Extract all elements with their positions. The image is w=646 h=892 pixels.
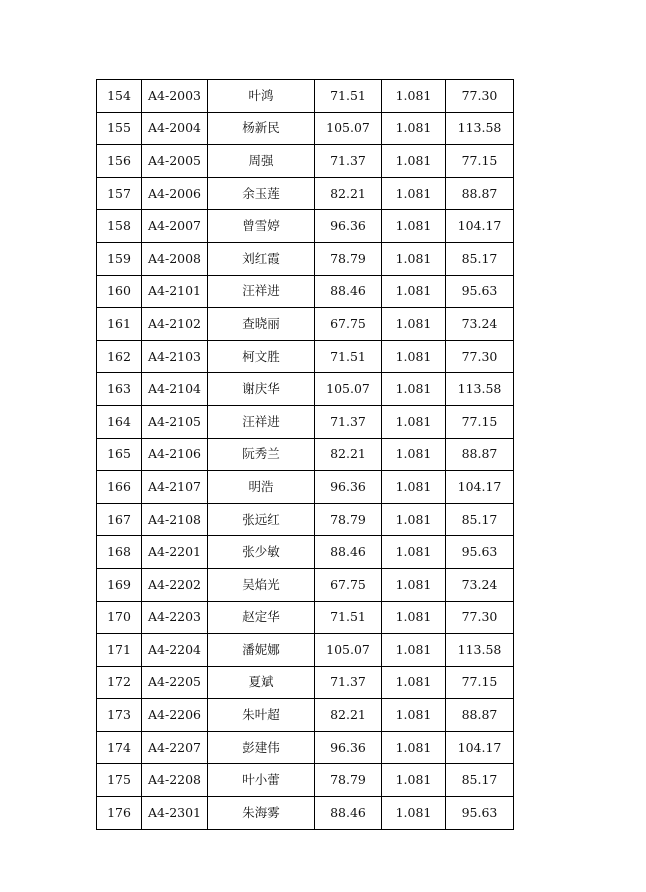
cell-coef: 1.081 <box>382 666 446 699</box>
cell-room: A4-2205 <box>142 666 208 699</box>
cell-name: 赵定华 <box>208 601 315 634</box>
cell-no: 162 <box>97 340 142 373</box>
cell-name: 张远红 <box>208 503 315 536</box>
table-row <box>97 210 514 243</box>
cell-area: 78.79 <box>315 242 382 275</box>
cell-total: 88.87 <box>446 177 514 210</box>
cell-coef: 1.081 <box>382 699 446 732</box>
cell-room: A4-2102 <box>142 308 208 341</box>
cell-no: 166 <box>97 471 142 504</box>
cell-total: 88.87 <box>446 438 514 471</box>
table-row <box>97 764 514 797</box>
cell-total: 85.17 <box>446 503 514 536</box>
cell-name: 柯文胜 <box>208 340 315 373</box>
cell-coef: 1.081 <box>382 634 446 667</box>
cell-room: A4-2207 <box>142 731 208 764</box>
cell-area: 88.46 <box>315 797 382 830</box>
cell-no: 157 <box>97 177 142 210</box>
cell-no: 161 <box>97 308 142 341</box>
cell-total: 113.58 <box>446 112 514 145</box>
cell-no: 154 <box>97 80 142 113</box>
table-row <box>97 601 514 634</box>
cell-name: 夏斌 <box>208 666 315 699</box>
table-row <box>97 145 514 178</box>
cell-no: 176 <box>97 797 142 830</box>
cell-coef: 1.081 <box>382 731 446 764</box>
table-row <box>97 503 514 536</box>
cell-coef: 1.081 <box>382 145 446 178</box>
cell-room: A4-2208 <box>142 764 208 797</box>
cell-no: 167 <box>97 503 142 536</box>
cell-room: A4-2006 <box>142 177 208 210</box>
table-row <box>97 568 514 601</box>
cell-area: 71.51 <box>315 80 382 113</box>
cell-no: 172 <box>97 666 142 699</box>
table-row <box>97 438 514 471</box>
cell-coef: 1.081 <box>382 242 446 275</box>
cell-name: 叶小蕾 <box>208 764 315 797</box>
table-row <box>97 405 514 438</box>
table-row <box>97 340 514 373</box>
cell-total: 95.63 <box>446 797 514 830</box>
cell-area: 71.51 <box>315 340 382 373</box>
table-row <box>97 666 514 699</box>
cell-name: 明浩 <box>208 471 315 504</box>
cell-coef: 1.081 <box>382 308 446 341</box>
cell-area: 78.79 <box>315 764 382 797</box>
table-row <box>97 80 514 113</box>
cell-room: A4-2008 <box>142 242 208 275</box>
cell-name: 杨新民 <box>208 112 315 145</box>
cell-area: 71.37 <box>315 666 382 699</box>
cell-name: 汪祥进 <box>208 405 315 438</box>
cell-area: 88.46 <box>315 275 382 308</box>
cell-area: 96.36 <box>315 731 382 764</box>
table-row <box>97 177 514 210</box>
cell-coef: 1.081 <box>382 80 446 113</box>
cell-coef: 1.081 <box>382 373 446 406</box>
cell-name: 余玉莲 <box>208 177 315 210</box>
cell-area: 78.79 <box>315 503 382 536</box>
cell-coef: 1.081 <box>382 797 446 830</box>
cell-no: 163 <box>97 373 142 406</box>
cell-coef: 1.081 <box>382 275 446 308</box>
cell-name: 朱叶超 <box>208 699 315 732</box>
cell-name: 彭建伟 <box>208 731 315 764</box>
cell-name: 朱海雾 <box>208 797 315 830</box>
cell-coef: 1.081 <box>382 405 446 438</box>
cell-no: 156 <box>97 145 142 178</box>
table-row <box>97 699 514 732</box>
table-row <box>97 536 514 569</box>
cell-total: 95.63 <box>446 275 514 308</box>
cell-no: 165 <box>97 438 142 471</box>
cell-no: 159 <box>97 242 142 275</box>
cell-room: A4-2204 <box>142 634 208 667</box>
cell-coef: 1.081 <box>382 438 446 471</box>
cell-room: A4-2007 <box>142 210 208 243</box>
cell-room: A4-2105 <box>142 405 208 438</box>
table-row <box>97 308 514 341</box>
cell-name: 张少敏 <box>208 536 315 569</box>
cell-total: 73.24 <box>446 308 514 341</box>
cell-total: 95.63 <box>446 536 514 569</box>
cell-total: 104.17 <box>446 471 514 504</box>
cell-room: A4-2206 <box>142 699 208 732</box>
cell-coef: 1.081 <box>382 503 446 536</box>
cell-no: 175 <box>97 764 142 797</box>
cell-name: 曾雪婷 <box>208 210 315 243</box>
cell-total: 113.58 <box>446 634 514 667</box>
cell-name: 潘妮娜 <box>208 634 315 667</box>
cell-area: 82.21 <box>315 438 382 471</box>
cell-area: 88.46 <box>315 536 382 569</box>
cell-coef: 1.081 <box>382 536 446 569</box>
cell-room: A4-2202 <box>142 568 208 601</box>
cell-room: A4-2301 <box>142 797 208 830</box>
cell-total: 88.87 <box>446 699 514 732</box>
cell-total: 77.15 <box>446 666 514 699</box>
cell-name: 刘红霞 <box>208 242 315 275</box>
table-row <box>97 275 514 308</box>
cell-name: 吴焰光 <box>208 568 315 601</box>
cell-total: 104.17 <box>446 731 514 764</box>
cell-area: 105.07 <box>315 112 382 145</box>
cell-name: 查晓丽 <box>208 308 315 341</box>
cell-area: 105.07 <box>315 373 382 406</box>
cell-room: A4-2103 <box>142 340 208 373</box>
table-row <box>97 634 514 667</box>
cell-no: 160 <box>97 275 142 308</box>
cell-room: A4-2005 <box>142 145 208 178</box>
table-row <box>97 373 514 406</box>
table-body <box>97 80 514 830</box>
cell-total: 73.24 <box>446 568 514 601</box>
cell-no: 164 <box>97 405 142 438</box>
cell-area: 67.75 <box>315 308 382 341</box>
table-row <box>97 471 514 504</box>
cell-coef: 1.081 <box>382 471 446 504</box>
cell-room: A4-2003 <box>142 80 208 113</box>
cell-no: 168 <box>97 536 142 569</box>
cell-name: 周强 <box>208 145 315 178</box>
cell-area: 96.36 <box>315 471 382 504</box>
cell-total: 77.15 <box>446 145 514 178</box>
cell-room: A4-2106 <box>142 438 208 471</box>
cell-room: A4-2203 <box>142 601 208 634</box>
cell-coef: 1.081 <box>382 568 446 601</box>
cell-total: 77.30 <box>446 80 514 113</box>
cell-area: 71.37 <box>315 145 382 178</box>
cell-total: 104.17 <box>446 210 514 243</box>
table-row <box>97 731 514 764</box>
cell-no: 158 <box>97 210 142 243</box>
cell-room: A4-2004 <box>142 112 208 145</box>
cell-total: 77.30 <box>446 601 514 634</box>
cell-area: 82.21 <box>315 177 382 210</box>
cell-area: 71.51 <box>315 601 382 634</box>
cell-area: 71.37 <box>315 405 382 438</box>
cell-no: 173 <box>97 699 142 732</box>
table-row <box>97 112 514 145</box>
cell-no: 169 <box>97 568 142 601</box>
cell-total: 77.30 <box>446 340 514 373</box>
cell-name: 阮秀兰 <box>208 438 315 471</box>
cell-room: A4-2104 <box>142 373 208 406</box>
cell-area: 67.75 <box>315 568 382 601</box>
cell-coef: 1.081 <box>382 210 446 243</box>
cell-coef: 1.081 <box>382 340 446 373</box>
cell-no: 170 <box>97 601 142 634</box>
cell-no: 171 <box>97 634 142 667</box>
cell-room: A4-2108 <box>142 503 208 536</box>
cell-no: 174 <box>97 731 142 764</box>
cell-no: 155 <box>97 112 142 145</box>
cell-coef: 1.081 <box>382 601 446 634</box>
cell-name: 谢庆华 <box>208 373 315 406</box>
cell-room: A4-2107 <box>142 471 208 504</box>
cell-total: 113.58 <box>446 373 514 406</box>
cell-area: 82.21 <box>315 699 382 732</box>
cell-coef: 1.081 <box>382 112 446 145</box>
cell-area: 96.36 <box>315 210 382 243</box>
table-row <box>97 242 514 275</box>
table-row <box>97 797 514 830</box>
cell-name: 汪祥进 <box>208 275 315 308</box>
cell-coef: 1.081 <box>382 177 446 210</box>
data-table <box>96 79 514 830</box>
cell-room: A4-2201 <box>142 536 208 569</box>
cell-total: 77.15 <box>446 405 514 438</box>
cell-total: 85.17 <box>446 764 514 797</box>
cell-name: 叶鸿 <box>208 80 315 113</box>
cell-total: 85.17 <box>446 242 514 275</box>
cell-area: 105.07 <box>315 634 382 667</box>
cell-coef: 1.081 <box>382 764 446 797</box>
cell-room: A4-2101 <box>142 275 208 308</box>
